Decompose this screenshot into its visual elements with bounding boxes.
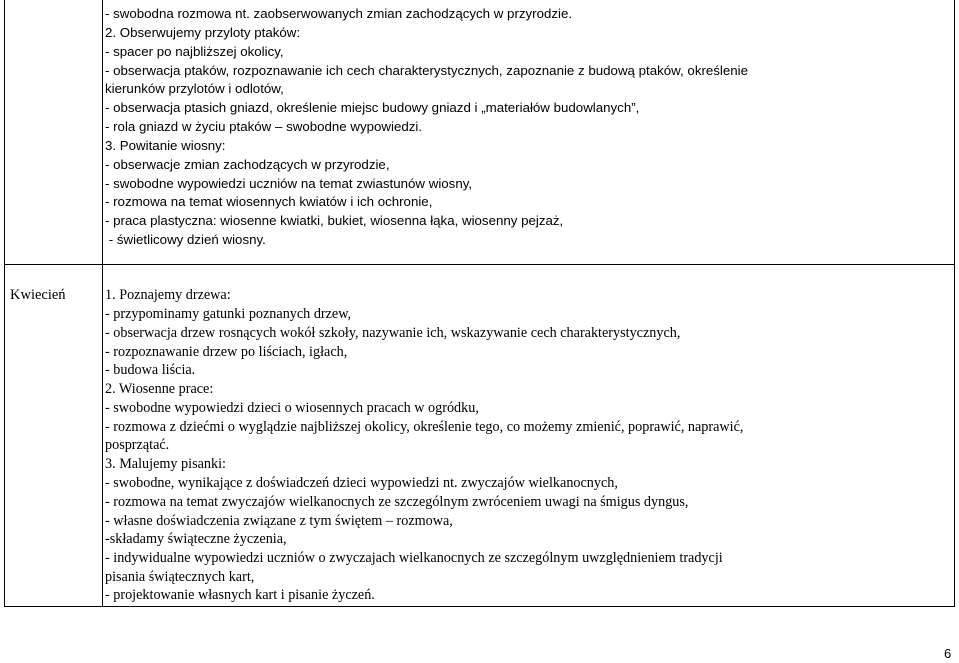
text-line: 1. Poznajemy drzewa: [105,287,231,303]
text-line: - swobodne, wynikające z doświadczeń dzieci wypowiedzi nt. zwyczajów wielkanocnych, [105,475,618,491]
page-number: 6 [944,646,952,661]
text-line: 2. Obserwujemy przyloty ptaków: [105,25,301,40]
text-line: - rozmowa z dziećmi o wyglądzie najbliższej okolicy, określenie tego, co możemy zmienić, poprawić, naprawić, [105,419,744,435]
text-line: - praca plastyczna: wiosenne kwiatki, bukiet, wiosenna łąka, wiosenny pejzaż, [105,213,564,228]
text-line: - indywidualne wypowiedzi uczniów o zwyczajach wielkanocnych ze szczególnym uwzględnieniem tradycji [105,550,723,566]
text-line: - obserwacje zmian zachodzących w przyrodzie, [105,157,390,172]
text-line: 2. Wiosenne prace: [105,381,214,397]
text-line: - rozmowa na temat wiosennych kwiatów i ich ochronie, [105,194,433,209]
text-line: - rola gniazd w życiu ptaków – swobodne wypowiedzi. [105,119,423,134]
text-line: - obserwacja drzew rosnących wokół szkoły, nazywanie ich, wskazywanie cech charakterystycznych, [105,325,681,341]
row-divider [5,264,954,265]
text-line: - przypominamy gatunki poznanych drzew, [105,306,352,322]
text-line: - swobodna rozmowa nt. zaobserwowanych zmian zachodzących w przyrodzie. [105,6,573,21]
text-line: - swobodne wypowiedzi uczniów na temat zwiastunów wiosny, [105,176,473,191]
column-divider [102,0,103,606]
text-line: - spacer po najbliższej okolicy, [105,44,284,59]
text-line: kierunków przylotów i odlotów, [105,81,284,96]
text-line: 3. Powitanie wiosny: [105,138,226,153]
text-line: - projektowanie własnych kart i pisanie życzeń. [105,587,375,603]
month-label: Kwiecień [10,287,66,303]
text-line: - rozmowa na temat zwyczajów wielkanocnych ze szczególnym zwróceniem uwagi na śmigus dyngus, [105,494,689,510]
text-line: posprzątać. [105,437,170,453]
text-line: - rozpoznawanie drzew po liściach, igłach, [105,344,348,360]
text-line: - własne doświadczenia związane z tym świętem – rozmowa, [105,513,453,529]
text-line: - obserwacja ptaków, rozpoznawanie ich cech charakterystycznych, zapoznanie z budową ptaków, określenie [105,63,749,78]
text-line: -składamy świąteczne życzenia, [105,531,287,547]
text-line: - swobodne wypowiedzi dzieci o wiosennych pracach w ogródku, [105,400,479,416]
text-line: pisania świątecznych kart, [105,569,255,585]
text-line: 3. Malujemy pisanki: [105,456,226,472]
text-line: - świetlicowy dzień wiosny. [105,232,266,247]
text-line: - obserwacja ptasich gniazd, określenie miejsc budowy gniazd i „materiałów budowlanych”, [105,100,640,115]
text-line: - budowa liścia. [105,362,196,378]
